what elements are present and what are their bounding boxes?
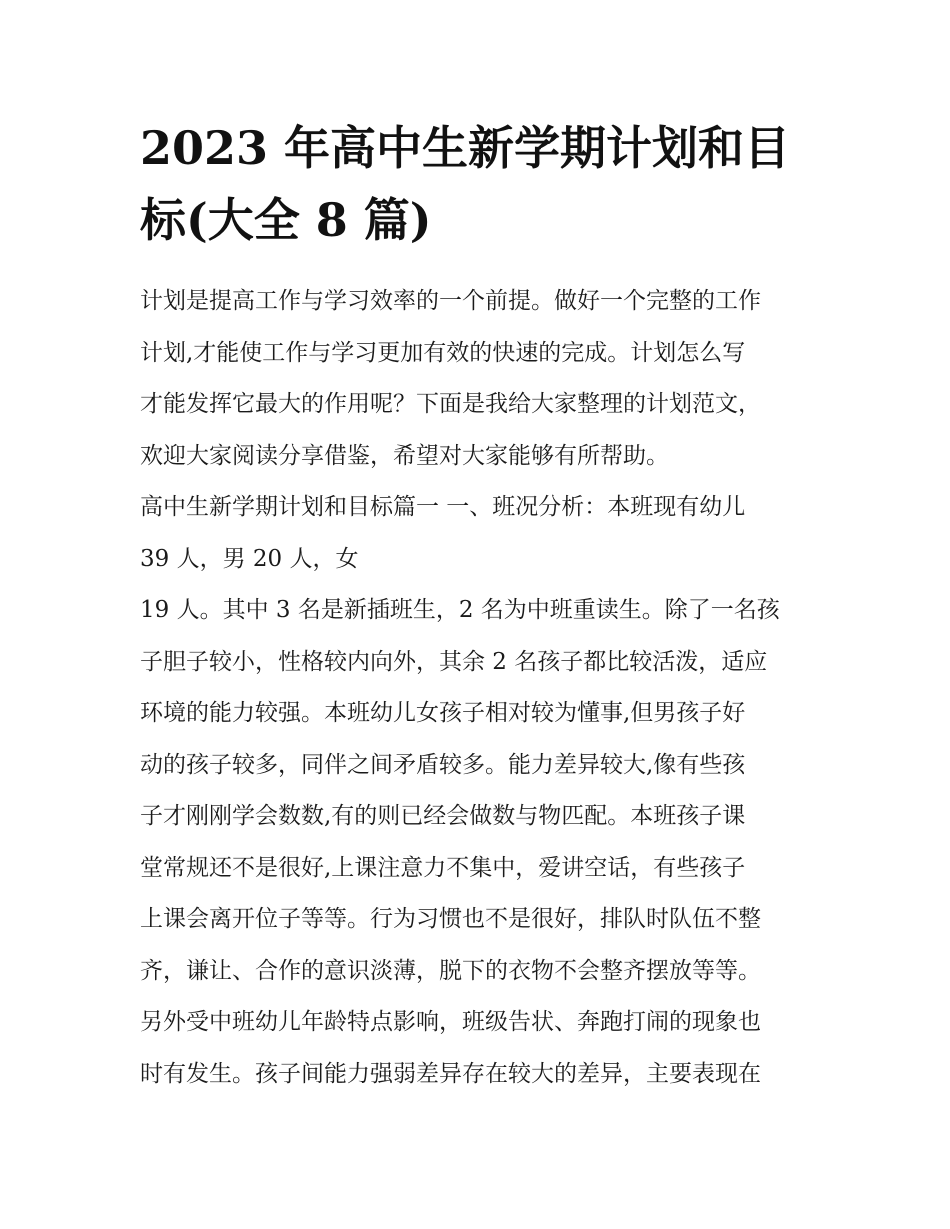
body-line: 计划,才能使工作与学习更加有效的快速的完成。计划怎么写 xyxy=(140,339,746,366)
document-title xyxy=(140,112,820,256)
body-line: 计划是提高工作与学习效率的一个前提。做好一个完整的工作 xyxy=(140,288,761,314)
body-line: 高中生新学期计划和目标篇一 一、班况分析：本班现有幼儿 xyxy=(140,494,746,520)
body-line: 另外受中班幼儿年龄特点影响，班级告状、奔跑打闹的现象也 xyxy=(140,1009,761,1035)
body-line: 39 人，男 20 人，女 xyxy=(140,545,359,572)
body-line: 才能发挥它最大的作用呢？下面是我给大家整理的计划范文， xyxy=(140,391,761,417)
body-line: 堂常规还不是很好,上课注意力不集中，爱讲空话，有些孩子 xyxy=(140,854,746,881)
body-line: 动的孩子较多，同伴之间矛盾较多。能力差异较大,像有些孩 xyxy=(140,751,746,778)
body-line: 齐，谦让、合作的意识淡薄，脱下的衣物不会整齐摆放等等。 xyxy=(140,957,761,984)
body-line: 时有发生。孩子间能力强弱差异存在较大的差异，主要表现在 xyxy=(140,1060,761,1087)
body-line: 环境的能力较强。本班幼儿女孩子相对较为懂事,但男孩子好 xyxy=(140,700,746,726)
body-line: 上课会离开位子等等。行为习惯也不是很好，排队时队伍不整 xyxy=(140,906,761,932)
title-line: 2023 年高中生新学期计划和目 xyxy=(140,121,791,175)
document-body xyxy=(140,278,840,1102)
title-line: 标(大全 8 篇) xyxy=(140,193,432,247)
body-line: 子胆子较小，性格较内向外，其余 2 名孩子都比较活泼，适应 xyxy=(140,648,768,675)
body-line: 子才刚刚学会数数,有的则已经会做数与物匹配。本班孩子课 xyxy=(140,803,746,829)
body-line: 19 人。其中 3 名是新插班生，2 名为中班重读生。除了一名孩 xyxy=(140,597,780,623)
body-line: 欢迎大家阅读分享借鉴，希望对大家能够有所帮助。 xyxy=(140,442,669,469)
